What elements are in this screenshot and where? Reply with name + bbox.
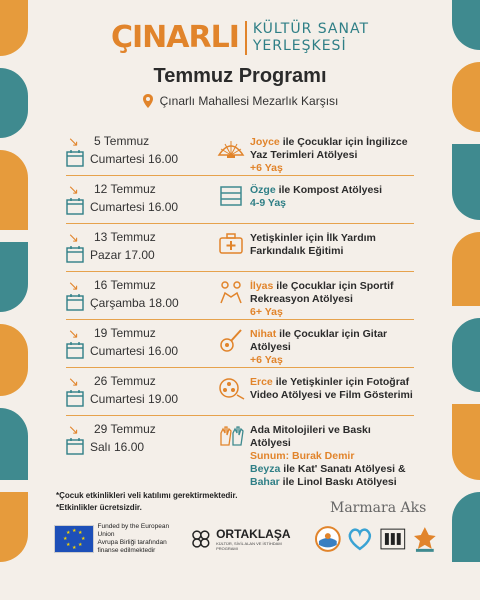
hands-print-icon	[217, 423, 245, 449]
event-desc-segment: Özge	[250, 184, 276, 196]
event-row	[66, 224, 414, 272]
event-row	[66, 320, 414, 368]
ortaklasa-sub: KÜLTÜR, SİVİL ALAN VE İSTİHDAM PROGRAMI	[216, 541, 282, 551]
event-desc-segment: ile Linol Baskı Atölyesi	[279, 476, 397, 488]
location-pin-icon	[142, 94, 154, 108]
event-desc-segment: ile Kat' Sanatı Atölyesi &	[280, 463, 406, 475]
event-desc-segment: Sunum: Burak Demir	[250, 450, 355, 462]
event-date: 29 Temmuz	[94, 422, 156, 436]
event-date: 19 Temmuz	[94, 326, 156, 340]
event-desc-segment: Bahar	[250, 476, 280, 488]
event-desc-segment: Ada Mitolojileri ve Baskı Atölyesi	[250, 424, 371, 449]
page-title: Temmuz Programı	[153, 65, 327, 87]
event-description	[250, 416, 414, 488]
calendar-icon	[66, 246, 84, 263]
calendar-icon	[66, 342, 84, 359]
event-desc-segment: Beyza	[250, 463, 281, 475]
note: *Çocuk etkinlikleri veli katılımı gerektirmektedir.	[56, 491, 238, 500]
event-day: Cumartesi 16.00	[90, 200, 179, 214]
event-desc-segment: İlyas	[250, 280, 274, 292]
arrow-icon: ↘	[68, 326, 79, 341]
event-desc-segment: ile Yetişkinler için Fotoğraf Video Atölyesi ve Film Gösterimi	[250, 376, 413, 401]
event-description	[250, 176, 414, 223]
arrow-icon: ↘	[68, 278, 79, 293]
decor-shape	[452, 404, 480, 480]
event-day: Cumartesi 16.00	[90, 152, 179, 166]
decor-shape	[0, 492, 28, 562]
event-day: Pazar 17.00	[90, 248, 155, 262]
film-reel-icon	[217, 375, 245, 401]
calendar-icon	[66, 438, 84, 455]
event-desc-segment: Erce	[250, 376, 273, 388]
event-date: 26 Temmuz	[94, 374, 156, 388]
event-description	[250, 272, 414, 319]
calendar-icon	[66, 198, 84, 215]
location-text: Çınarlı Mahallesi Mezarlık Karşısı	[159, 94, 339, 108]
decor-shape	[0, 324, 28, 396]
ortaklasa-logo	[190, 527, 303, 551]
leaf-logo-icon	[412, 525, 438, 553]
juggling-icon	[217, 279, 245, 305]
footer-logos	[54, 516, 438, 562]
brand-main: ÇINARLI	[110, 20, 239, 55]
notes	[56, 490, 237, 514]
eu-flag-icon: ★ ★ ★ ★ ★ ★ ★ ★	[54, 525, 94, 553]
calendar-icon	[66, 390, 84, 407]
marmara-logo: Marmara Aks	[330, 500, 427, 516]
decor-shape	[452, 144, 480, 220]
event-day: Çarşamba 18.00	[90, 296, 179, 310]
event-row	[66, 128, 414, 176]
arrow-icon: ↘	[68, 230, 79, 245]
event-row	[66, 272, 414, 320]
first-aid-kit-icon	[217, 231, 245, 257]
event-description	[250, 224, 414, 271]
event-desc-segment: Yetişkinler için İlk Yardım Farkındalık Eğitimi	[250, 232, 376, 257]
event-row	[66, 368, 414, 416]
arrow-icon: ↘	[68, 134, 79, 149]
brand-sub-line: YERLEŞKESİ	[252, 37, 347, 54]
brand-separator	[245, 21, 247, 55]
event-day: Salı 16.00	[90, 440, 145, 454]
decor-shape	[0, 150, 28, 230]
arrow-icon: ↘	[68, 422, 79, 437]
decor-shape	[0, 242, 28, 312]
compost-bin-icon	[217, 183, 245, 209]
event-desc-segment: Nihat	[250, 328, 277, 340]
brand-sub	[253, 21, 369, 55]
arrow-icon: ↘	[68, 374, 79, 389]
calendar-icon	[66, 294, 84, 311]
event-desc-segment: +6 Yaş	[250, 354, 283, 366]
event-list	[66, 128, 414, 488]
municipality-logo-icon	[315, 526, 341, 552]
event-date: 5 Temmuz	[94, 134, 150, 148]
decor-shape	[452, 318, 480, 392]
heart-logo-icon	[347, 527, 373, 551]
event-day: Cumartesi 19.00	[90, 392, 179, 406]
balikesir-logo-icon	[379, 525, 407, 553]
event-desc-segment: ile Çocuklar için İngilizce Yaz Terimleri Atölyesi	[250, 136, 408, 161]
event-row	[66, 176, 414, 224]
eu-text	[98, 523, 185, 555]
decor-shape	[452, 232, 480, 306]
event-description	[250, 368, 414, 415]
brand-sub-line: KÜLTÜR SANAT	[252, 20, 370, 37]
eu-funded: Funded by the European Union	[97, 523, 170, 538]
event-date: 12 Temmuz	[94, 182, 156, 196]
event-desc-segment: ile Çocuklar için Sportif Rekreasyon Atölyesi	[250, 280, 394, 305]
shell-icon	[217, 135, 245, 161]
event-description	[250, 320, 414, 367]
eu-funded-tr: Avrupa Birliği tarafından finanse edilmektedir	[97, 539, 167, 554]
event-desc-segment: +6 Yaş	[250, 162, 283, 174]
event-day: Cumartesi 16.00	[90, 344, 179, 358]
event-date: 13 Temmuz	[94, 230, 156, 244]
event-desc-segment: ile Çocuklar için Gitar Atölyesi	[250, 328, 388, 353]
brand-logo	[0, 20, 480, 55]
arrow-icon: ↘	[68, 182, 79, 197]
event-desc-segment: ile Kompost Atölyesi	[275, 184, 383, 196]
guitar-icon	[217, 327, 245, 353]
header	[0, 20, 480, 108]
note: *Etkinlikler ücretsizdir.	[56, 503, 142, 512]
location	[0, 94, 480, 108]
decor-shape	[452, 492, 480, 562]
ortaklasa-name: ORTAKLAŞA	[216, 527, 291, 541]
event-desc-segment: 4-9 Yaş	[250, 197, 287, 209]
ortaklasa-icon	[190, 528, 212, 550]
event-description	[250, 128, 414, 175]
calendar-icon	[66, 150, 84, 167]
decor-shape	[0, 408, 28, 480]
event-row	[66, 416, 414, 488]
event-date: 16 Temmuz	[94, 278, 156, 292]
event-desc-segment: 6+ Yaş	[250, 306, 283, 318]
event-desc-segment: Joyce	[250, 136, 280, 148]
